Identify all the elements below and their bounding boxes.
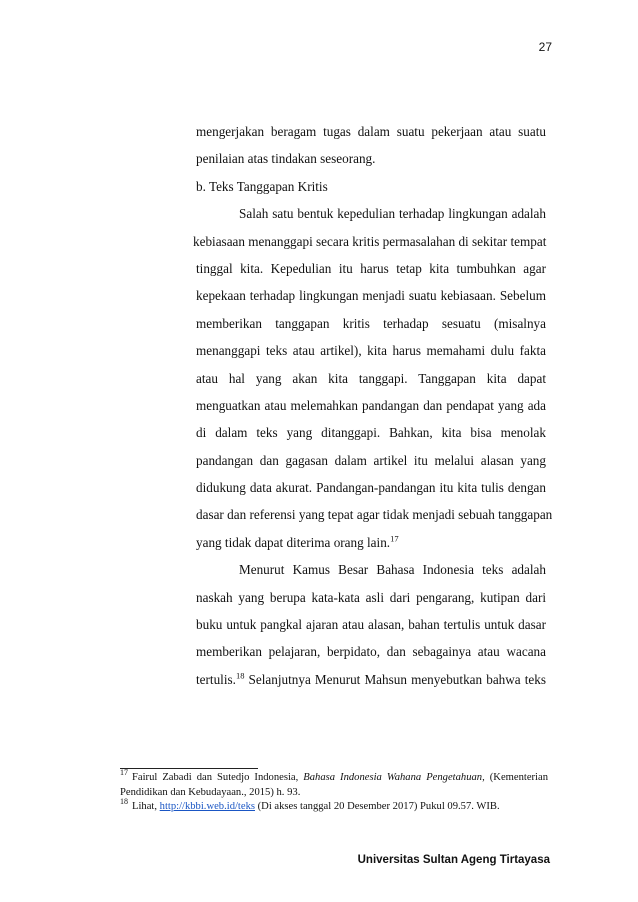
kbbi-link[interactable]: http://kbbi.web.id/teks [159, 801, 255, 812]
text-line: Salah satu bentuk kepedulian terhadap lingkungan adalah [239, 206, 546, 222]
footnote-18-line [120, 797, 548, 815]
section-heading: b. Teks Tanggapan Kritis [196, 178, 328, 194]
text-line: kepekaan terhadap lingkungan menjadi suatu kebiasaan. Sebelum [196, 288, 546, 304]
text-run: tertulis. [196, 671, 236, 687]
footnote-17-line [120, 768, 548, 786]
text-line: dasar dan referensi yang tepat agar tidak menjadi sebuah tanggapan [196, 507, 553, 523]
footnotes [120, 768, 548, 815]
text-line: naskah yang berupa kata-kata asli dari pengarang, kutipan dari [196, 589, 546, 605]
text-run: Selanjutnya Menurut Mahsun menyebutkan bahwa teks [244, 671, 546, 687]
footnote-text: Fairul Zabadi dan Sutedjo Indonesia, [132, 772, 304, 783]
text-line: atau hal yang akan kita tanggapi. Tanggapan kita dapat [196, 370, 546, 386]
footnote-17-line: Pendidikan dan Kebudayaan., 2015) h. 93. [120, 786, 301, 798]
text-line: memberikan pelajaran, berpidato, dan sebagainya atau wacana [196, 644, 546, 660]
text-run: yang tidak dapat diterima orang lain. [196, 534, 391, 550]
footnote-marker: 17 [120, 768, 128, 778]
text-line [196, 529, 546, 556]
text-line: didukung data akurat. Pandangan-pandangan itu kita tulis dengan [196, 480, 546, 496]
footnote-book-title: Bahasa Indonesia Wahana Pengetahuan, [303, 772, 485, 783]
text-line: tinggal kita. Kepedulian itu harus tetap kita tumbuhkan agar [196, 260, 546, 276]
text-line: Menurut Kamus Besar Bahasa Indonesia teks adalah [239, 562, 546, 578]
body-text [193, 118, 553, 693]
footnote-text: (Di akses tanggal 20 Desember 2017) Pukul 09.57. WIB. [255, 801, 500, 812]
text-line [196, 666, 546, 693]
text-line: mengerjakan beragam tugas dalam suatu pekerjaan atau suatu [196, 124, 546, 139]
page-number: 27 [538, 40, 552, 54]
footnote-reference: 17 [390, 533, 399, 544]
text-line: memberikan tanggapan kritis terhadap sesuatu (misalnya [196, 315, 546, 331]
footnote-marker: 18 [120, 797, 128, 807]
footnote-reference: 18 [235, 670, 245, 681]
footnote-text: (Kementerian [484, 772, 548, 783]
university-footer: Universitas Sultan Ageng Tirtayasa [357, 854, 550, 866]
text-line: di dalam teks yang ditanggapi. Bahkan, kita bisa menolak [196, 425, 546, 441]
footnote-separator [120, 768, 258, 769]
text-line: kebiasaan menanggapi secara kritis permasalahan di sekitar tempat [193, 233, 547, 249]
text-line: buku untuk pangkal ajaran atau alasan, bahan tertulis untuk dasar [196, 617, 546, 633]
text-line: penilaian atas tindakan seseorang. [196, 151, 376, 167]
footnote-text: Lihat, [132, 801, 160, 812]
text-line: pandangan dan gagasan dalam artikel itu melalui alasan yang [196, 452, 546, 468]
text-line: menanggapi teks atau artikel), kita harus memahami dulu fakta [196, 343, 546, 359]
text-line: menguatkan atau melemahkan pandangan dan pendapat yang ada [196, 397, 546, 413]
